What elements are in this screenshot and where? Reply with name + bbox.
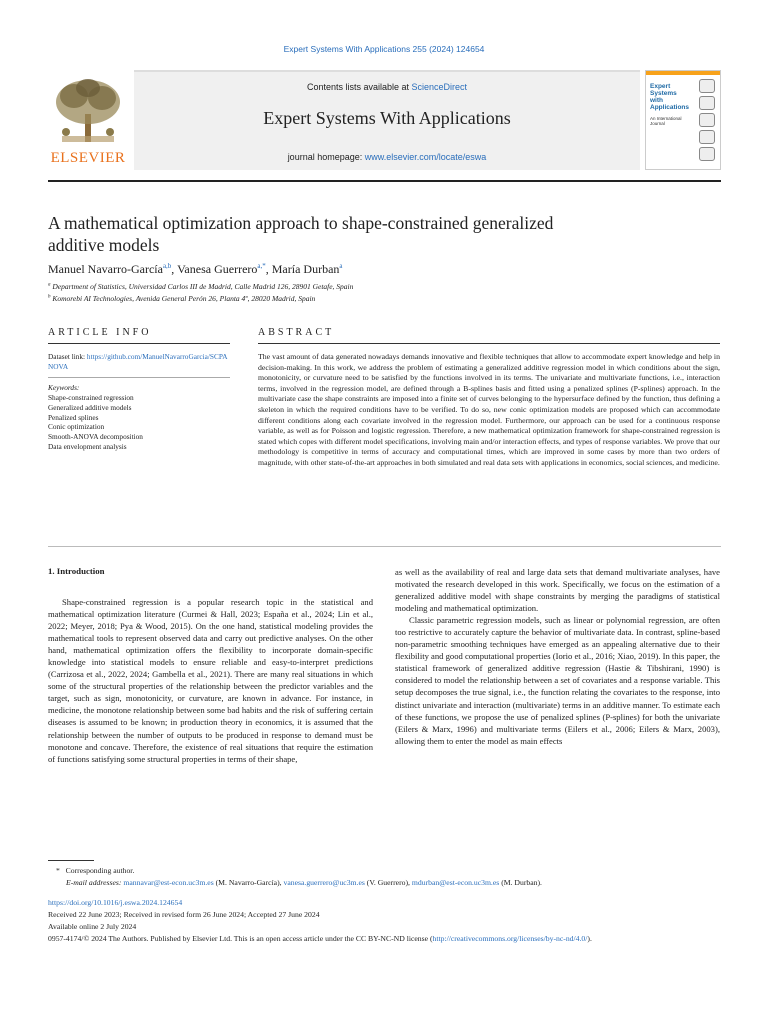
email-link[interactable]: mdurban@est-econ.uc3m.es <box>411 878 500 887</box>
author-name: Vanesa Guerrero <box>177 262 258 276</box>
elsevier-logo[interactable] <box>48 70 128 170</box>
elsevier-wordmark: ELSEVIER <box>50 150 126 166</box>
license-text: 0957-4174/© 2024 The Authors. Published by Elsevier Ltd. This is an open access article under the CC BY-NC-ND license ( <box>48 934 433 943</box>
footnote-rule <box>48 860 94 861</box>
received-dates: Received 22 June 2023; Received in revised form 26 June 2024; Accepted 27 June 2024 <box>48 910 320 919</box>
email-link[interactable]: mannavar@est-econ.uc3m.es <box>123 878 214 887</box>
author-marks[interactable]: a <box>339 262 343 270</box>
corresponding-footnote <box>56 865 134 876</box>
affiliation-text: Komorebi AI Technologies, Avenida General Perón 26, Planta 4º, 28020 Madrid, Spain <box>52 294 316 303</box>
email-link[interactable]: vanesa.guerrero@uc3m.es <box>283 878 365 887</box>
email-owner: (M. Navarro-García), <box>215 878 282 887</box>
abstract-rule <box>258 343 720 344</box>
title-line-2: additive models <box>48 235 160 255</box>
dataset-line <box>48 352 230 371</box>
journal-reference[interactable]: Expert Systems With Applications 255 (2024) 124654 <box>283 44 485 54</box>
affiliation-text: Department of Statistics, Universidad Carlos III de Madrid, Calle Madrid 126, 28901 Getafe, Spain <box>52 282 354 291</box>
cover-icon <box>699 130 715 144</box>
keyword: Conic optimization <box>48 422 105 432</box>
author-marks[interactable]: a,b <box>162 262 172 270</box>
intro-heading: 1. Introduction <box>48 566 105 576</box>
affiliation-mark: b <box>48 294 51 300</box>
article-info <box>48 352 230 451</box>
cover-icon <box>699 113 715 127</box>
available-date: Available online 2 July 2024 <box>48 922 137 931</box>
article-info-heading: ARTICLE INFO <box>48 327 152 338</box>
author-name: Manuel Navarro-García <box>48 262 163 276</box>
cover-icon <box>699 96 715 110</box>
affiliation <box>48 282 353 291</box>
affiliation <box>48 294 315 303</box>
cover-icon <box>699 79 715 93</box>
dataset-link[interactable]: https://github.com/ManuelNavarroGarcia/SCPANOVA <box>48 352 228 371</box>
homepage-link[interactable]: www.elsevier.com/locate/eswa <box>364 152 487 162</box>
masthead <box>48 70 721 170</box>
abstract-text: The vast amount of data generated nowadays demands innovative and flexible techniques that allow to accommodate expert knowledge and help in decision-making. In this work, we address the problem of estimating a generalized additive regression model in which conditions about the sign, monotonicity, or curvature need to be satisfied by the functions involved in its terms. The univariate and multivariate functions, i.e., interaction terms, involved in the regression model, are defined through a B-splines basis and fitted using a penalized splines (P-splines) approach. In the multivariate case the shape constraints are imposed into a finite set of curves belonging to the hypersurface defined by the function, thus defining a skeleton in which the required conditions have to be verified. To do so, new conic optimization models are proposed which can accommodate different conditions along each covariate involved in the regression model. Furthermore, our approach can be used for a continuous response variable, as well as for Poisson and logistic regression. Therefore, a new mathematical optimization framework for shape-constrained regression is stated which copes with different model specifications, involving main and/or interaction effects, and types of response variables. We prove that our methodology is competitive in terms of accuracy and computational times, which are improved in some cases by more than two orders of magnitude, with other state-of-the-art approaches in both simulated and real data sets with applications in economics, social sciences, and medicine. <box>258 352 720 467</box>
article-title <box>48 212 668 256</box>
contents-line <box>134 82 640 92</box>
intro-right-column <box>395 566 720 747</box>
author-name: María Durban <box>271 262 340 276</box>
intro-paragraph: Classic parametric regression models, such as linear or polynomial regression, are often too restrictive to accurately capture the behavior of multivariate data. In contrast, spline-based non-parametric smoothing techniques have emerged as an appealing alternative due to their flexibility and good computational properties (Iorio et al., 2016; Xiao, 2019). In this paper, the statistical framework of generalized additive regression (Hastie & Tibshirani, 1990) is considered to model the relationship between a set of covariates and a response variable. This setup decomposes the true signal, i.e., the function relating the covariates to the response, into distinct univariate and interaction (multivariate) terms in an additive manner. To estimate each of these functions, we propose the use of penalized splines (P-splines) for both the univariate (Eilers & Marx, 1996) and multivariate terms (Eilers et al., 2006; Eilers & Marx, 2003), allowing them to enter the model as main effects <box>395 615 720 746</box>
license-suffix: ). <box>587 934 592 943</box>
journal-title: Expert Systems With Applications <box>263 108 511 128</box>
info-rule <box>48 343 230 344</box>
keyword: Shape-constrained regression <box>48 393 134 403</box>
author-list: Manuel Navarro-García$^{a,b}$, Vanesa Guerrero$^{a,*}$, María Durban$^a$ <box>48 262 343 276</box>
email-owner: (V. Guerrero), <box>366 878 410 887</box>
footnote-text: Corresponding author. <box>65 866 135 875</box>
keyword: Data envelopment analysis <box>48 441 127 451</box>
license-line <box>48 933 721 945</box>
intro-paragraph: Shape-constrained regression is a popular research topic in the statistical and mathematical optimization literature (Curmei & Hall, 2023; España et al., 2024; Lin et al., 2022; Meyer, 2018; Pya & Wood, 2015). On the one hand, statistical modeling provides the mathematical tools to represent observed data and carry out predictive analyses. On the other hand, mathematical optimization offers the flexibility to incorporate domain-specific knowledge into statistical models to ensure reliable and easy-to-interpret predictions (Carrizosa et al., 2022, 2024; Gambella et al., 2021). There are many real situations in which some of the structural properties of the relationship between the predictor variables and the target, such as sign, monotonicity, or curvature, are known in advance. For instance, in medicine, the monotone relationship between some bad habits and the risk of suffering certain diseases is assumed to be known; in production theory in economics, it is assumed that the relationship between the number of outputs to be produced in response to demand must be monotone and concave. Therefore, the existence of real situations that require the estimation of functions satisfying some structural properties in terms of their shape, <box>48 597 373 764</box>
keyword: Generalized additive models <box>48 402 132 412</box>
keywords-label: Keywords: <box>48 377 230 393</box>
email-footnote <box>66 877 542 888</box>
dataset-label: Dataset link: <box>48 352 87 361</box>
cover-band <box>646 71 721 75</box>
intro-paragraph: as well as the availability of real and large data sets that demand multivariate analyses, have motivated the research developed in this work. Specifically, we focus on the estimation of a generalized additive model with shape constraints by merging the paradigms of statistical modeling and mathematical optimization. <box>395 567 720 614</box>
intro-left-column <box>48 596 373 765</box>
email-owner: (M. Durban). <box>501 878 542 887</box>
abstract-heading: ABSTRACT <box>258 327 335 338</box>
footnote-mark: * <box>56 866 60 875</box>
sciencedirect-link[interactable]: ScienceDirect <box>411 82 468 92</box>
homepage-line <box>134 152 640 162</box>
cover-icon <box>699 147 715 161</box>
title-line-1: A mathematical optimization approach to shape-constrained generalized <box>48 213 554 233</box>
author-marks[interactable]: a,* <box>257 262 266 270</box>
journal-header <box>134 70 640 170</box>
contents-prefix: Contents lists available at <box>306 82 412 92</box>
journal-cover[interactable] <box>645 70 721 170</box>
email-label: E-mail addresses: <box>66 878 122 887</box>
section-rule <box>48 546 721 547</box>
cover-icons <box>695 79 717 164</box>
homepage-prefix: journal homepage: <box>287 152 365 162</box>
cover-title: Expert Systems with Applications <box>650 83 690 111</box>
keyword: Penalized splines <box>48 412 99 422</box>
cover-subtitle: An International Journal <box>650 116 682 126</box>
keyword: Smooth-ANOVA decomposition <box>48 431 143 441</box>
article-footer <box>48 897 721 945</box>
masthead-rule <box>48 180 721 182</box>
license-link[interactable]: http://creativecommons.org/licenses/by-nc-nd/4.0/ <box>432 934 588 943</box>
affiliation-mark: a <box>48 282 51 288</box>
doi-link[interactable]: https://doi.org/10.1016/j.eswa.2024.124654 <box>48 898 183 907</box>
elsevier-tree-icon <box>52 76 124 146</box>
